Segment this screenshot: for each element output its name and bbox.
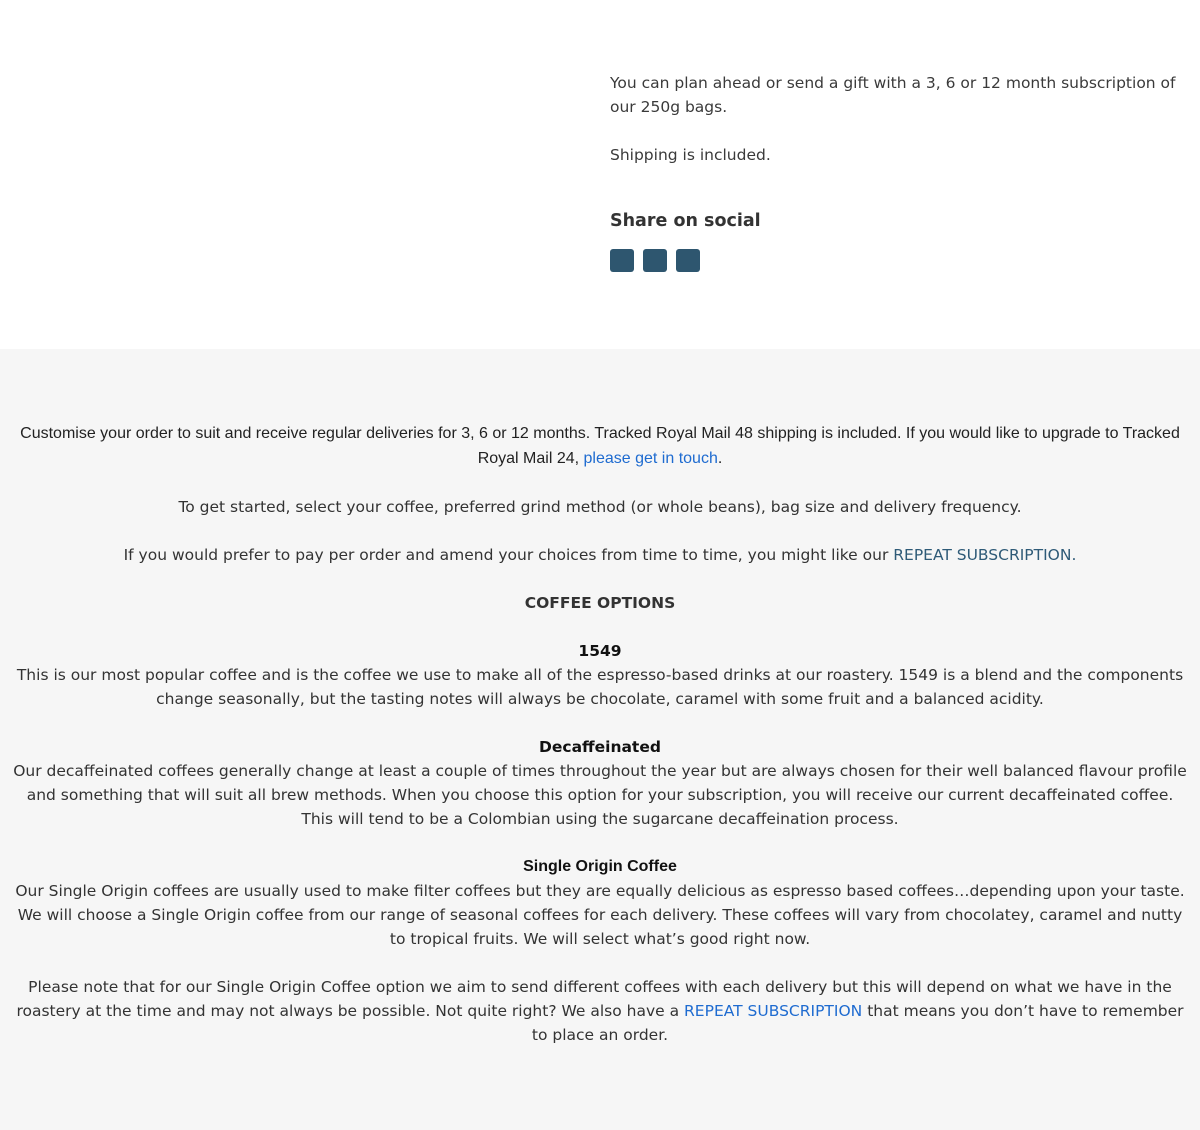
option-description: Our Single Origin coffees are usually used to make filter coffees but they are equally delicious as espresso based coffees…depending upon your taste. We will choose a Single Origin coffee from our range of seasonal coffees for each delivery. These coffees will vary from chocolatey, caramel and nutty to tropical fruits. We will select what’s good right now. [15, 882, 1185, 948]
prefer-text: If you would prefer to pay per order and amend your choices from time to time, you might like our [123, 546, 894, 564]
prefer-paragraph [10, 543, 1190, 567]
intro-end: . [717, 450, 723, 467]
option-title: Single Origin Coffee [523, 858, 677, 875]
single-origin-note [10, 975, 1190, 1047]
option-1549 [10, 639, 1190, 711]
option-description: This is our most popular coffee and is the coffee we use to make all of the espresso-based drinks at our roastery. 1549 is a blend and the components change seasonally, but the tasting notes will always be chocolate, caramel with some fruit and a balanced acidity. [16, 666, 1184, 708]
share-title: Share on social [610, 211, 761, 231]
option-title: Decaffeinated [539, 738, 661, 756]
repeat-subscription-link[interactable]: REPEAT SUBSCRIPTION. [893, 546, 1077, 564]
product-description: You can plan ahead or send a gift with a 3, 6 or 12 month subscription of our 250g bags. [610, 74, 1176, 116]
option-decaffeinated [10, 735, 1190, 831]
intro-text: Customise your order to suit and receive regular deliveries for 3, 6 or 12 months. Tracked Royal Mail 48 shipping is included. If you would like to upgrade to Tracked Royal Mail 24, [20, 425, 1180, 467]
intro-paragraph [10, 421, 1190, 471]
shipping-note: Shipping is included. [610, 146, 771, 164]
option-description: Our decaffeinated coffees generally change at least a couple of times throughout the year but are always chosen for their well balanced flavour profile and something that will suit all brew methods. When you choose this option for your subscription, you will receive our current decaffeinated coffee. This will tend to be a Colombian using the sugarcane decaffeination process. [13, 762, 1187, 828]
note-end: that means you don’t have to remember to place an order. [531, 1002, 1184, 1044]
twitter-icon[interactable] [643, 249, 667, 272]
product-details-section [0, 349, 1200, 1130]
option-title: 1549 [578, 642, 622, 660]
option-single-origin [10, 855, 1190, 951]
get-started-text: To get started, select your coffee, preferred grind method (or whole beans), bag size and delivery frequency. [178, 498, 1022, 516]
social-share-buttons [610, 249, 1190, 272]
product-info [610, 71, 1190, 272]
product-section [0, 0, 1200, 349]
repeat-subscription-link-2[interactable]: REPEAT SUBSCRIPTION [684, 1002, 863, 1020]
facebook-icon[interactable] [610, 249, 634, 272]
get-in-touch-link[interactable]: please get in touch [583, 450, 718, 467]
pinterest-icon[interactable] [676, 249, 700, 272]
coffee-options-heading: COFFEE OPTIONS [524, 594, 676, 612]
note-text: Please note that for our Single Origin Coffee option we aim to send different coffees with each delivery but this will depend on what we have in the roastery at the time and may not always be possible. Not quite right? We also have a [16, 978, 1172, 1020]
